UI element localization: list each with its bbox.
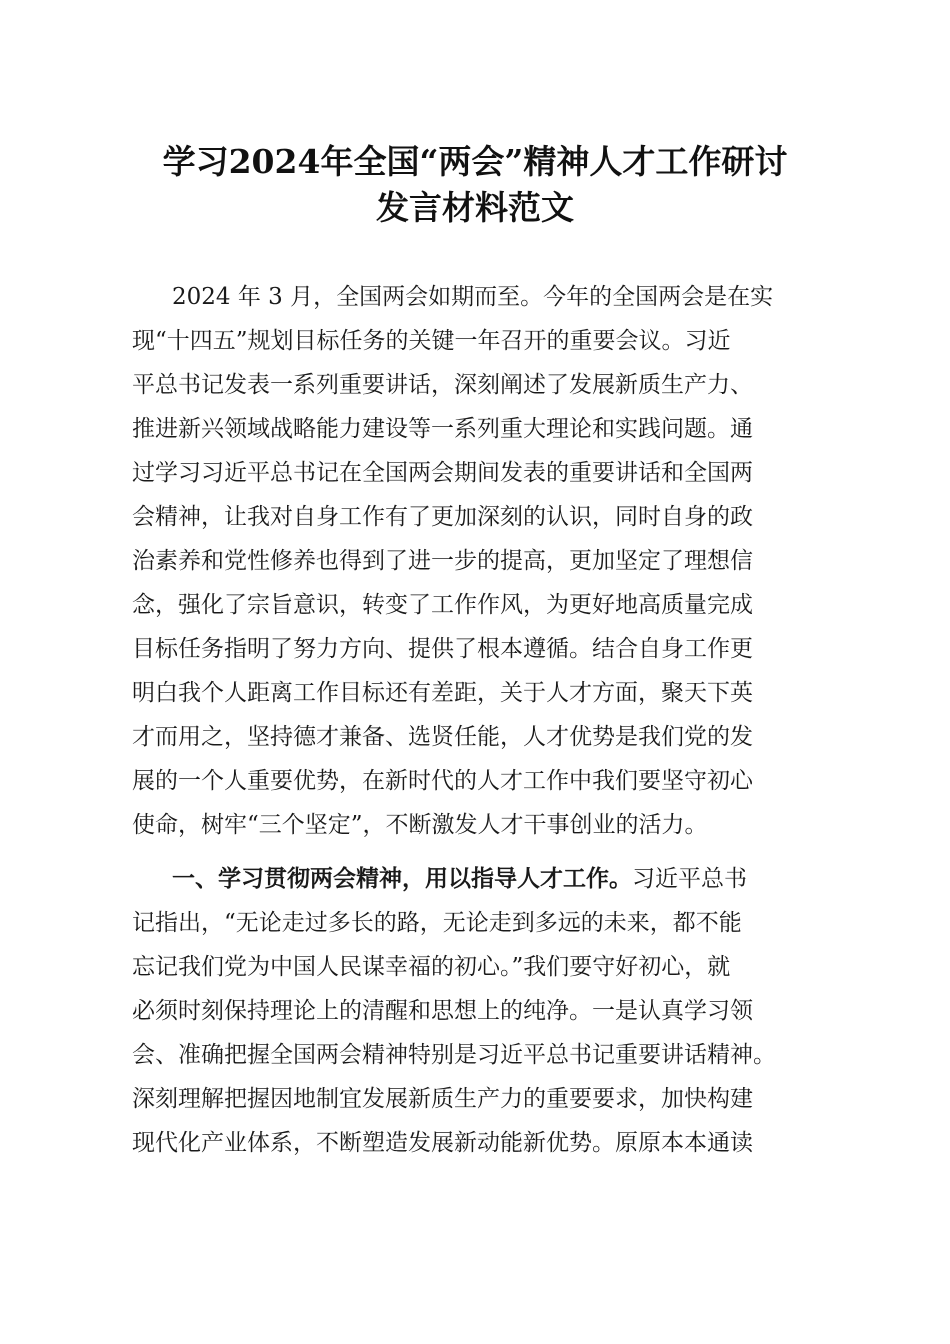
paragraph-line: 现代化产业体系，不断塑造发展新动能新优势。原原本本通读 (132, 1130, 753, 1156)
section-heading-tail: 习近平总书 (632, 866, 747, 892)
paragraph-line: 记指出，“无论走过多长的路，无论走到多远的未来，都不能 (132, 910, 742, 936)
paragraph-line: 治素养和党性修养也得到了进一步的提高，更加坚定了理想信 (132, 548, 753, 574)
paragraph-line: 推进新兴领域战略能力建设等一系列重大理论和实践问题。通 (132, 416, 753, 442)
document-body (132, 282, 832, 1162)
paragraph-line: 念，强化了宗旨意识，转变了工作作风，为更好地高质量完成 (132, 592, 753, 618)
paragraph-line: 忘记我们党为中国人民谋幸福的初心。”我们要守好初心，就 (132, 954, 731, 980)
paragraph-line: 明白我个人距离工作目标还有差距，关于人才方面，聚天下英 (132, 680, 753, 706)
paragraph-line: 必须时刻保持理论上的清醒和思想上的纯净。一是认真学习领 (132, 998, 753, 1024)
paragraph-line: 会精神，让我对自身工作有了更加深刻的认识，同时自身的政 (132, 504, 753, 530)
paragraph-line: 2024 年 3 月，全国两会如期而至。今年的全国两会是在实 (172, 284, 774, 310)
section-heading-line (172, 864, 747, 894)
paragraph-line: 目标任务指明了努力方向、提供了根本遵循。结合自身工作更 (132, 636, 753, 662)
paragraph-line: 才而用之，坚持德才兼备、选贤任能，人才优势是我们党的发 (132, 724, 753, 750)
document-title-line-2: 发言材料范文 (376, 188, 574, 227)
paragraph-line: 过学习习近平总书记在全国两会期间发表的重要讲话和全国两 (132, 460, 753, 486)
paragraph-line: 深刻理解把握因地制宜发展新质生产力的重要要求，加快构建 (132, 1086, 753, 1112)
paragraph-line: 平总书记发表一系列重要讲话，深刻阐述了发展新质生产力、 (132, 372, 753, 398)
paragraph-line: 会、准确把握全国两会精神特别是习近平总书记重要讲话精神。 (132, 1042, 776, 1068)
document-title-line-1: 学习2024年全国“两会”精神人才工作研讨 (162, 142, 788, 181)
paragraph-line: 展的一个人重要优势，在新时代的人才工作中我们要坚守初心 (132, 768, 753, 794)
paragraph-line: 使命，树牢“三个坚定”，不断激发人才干事创业的活力。 (132, 812, 708, 838)
paragraph-line: 现“十四五”规划目标任务的关键一年召开的重要会议。习近 (132, 328, 731, 354)
section-heading: 一、学习贯彻两会精神，用以指导人才工作。 (172, 866, 632, 892)
